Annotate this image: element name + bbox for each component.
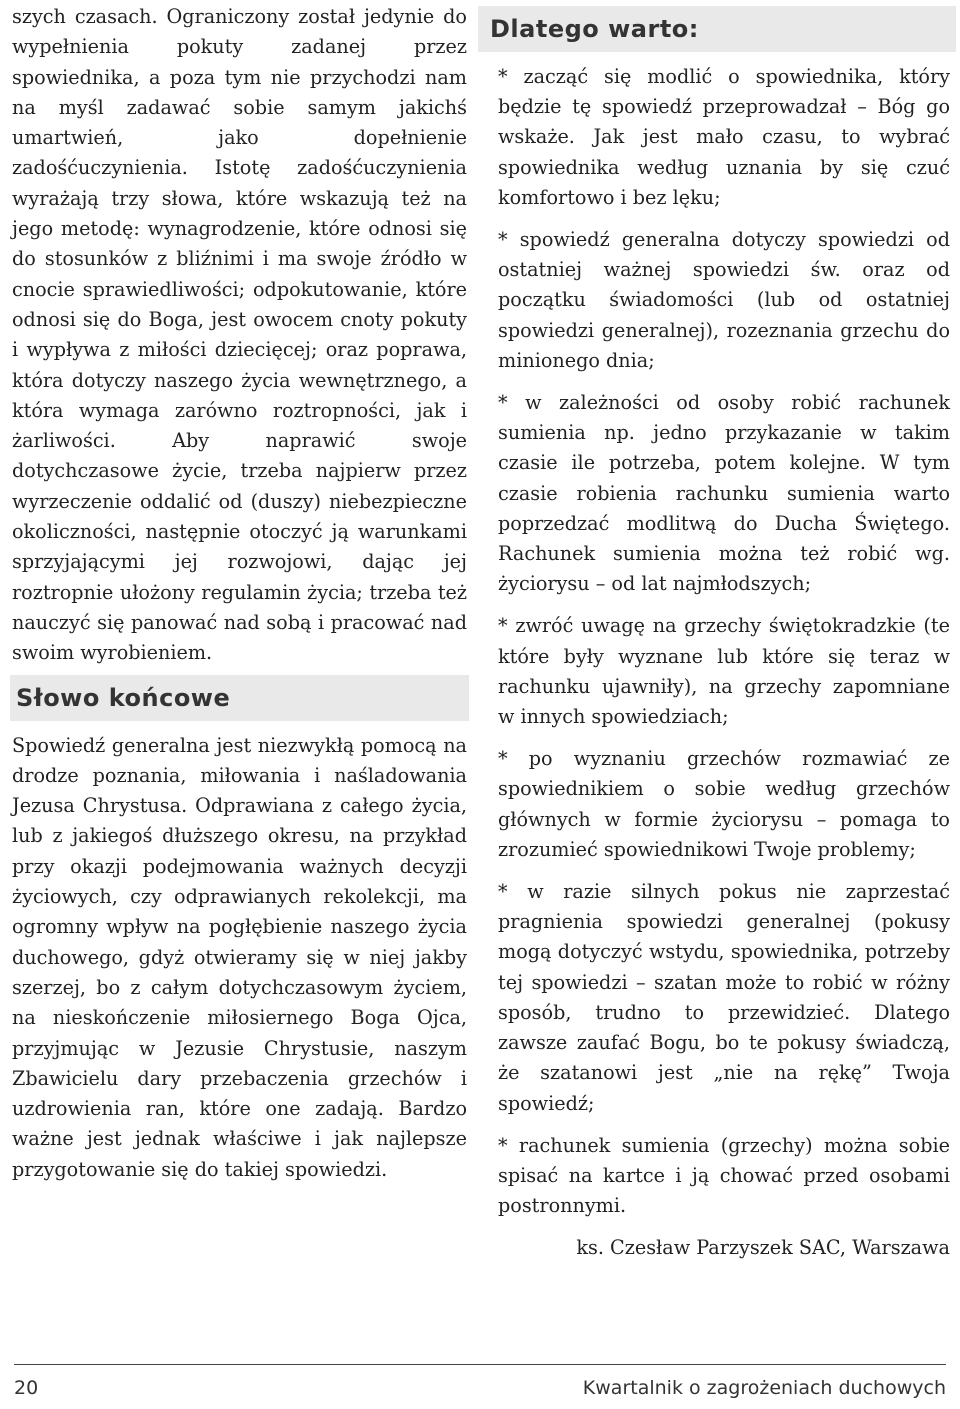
list-item: * spowiedź generalna dotyczy spowiedzi od ostatniej ważnej spowiedzi św. oraz od początku świadomości (lub od ostatniej spowiedzi generalnej), rozeznania grzechu do minionego dnia;	[498, 228, 950, 372]
list-item: * zacząć się modlić o spowiednika, który będzie tę spowiedź przeprowadzał – Bóg go wskaże. Jak jest mało czasu, to wybrać spowiednika według uznania by się czuć komfortowo i bez lęku;	[498, 65, 950, 209]
list-item: * w razie silnych pokus nie zaprzestać pragnienia spowiedzi generalnej (pokusy mogą dotyczyć wstydu, spowiednika, potrzeby tej spowiedzi – szatan może to robić w różny sposób, trudno to przewidzieć. Dlatego zawsze zaufać Bogu, bo te pokusy świadczą, że szatanowi jest „nie na rękę” Twoja spowiedź;	[498, 880, 950, 1115]
closing-paragraph: Spowiedź generalna jest niezwykłą pomocą na drodze poznania, miłowania i naśladowania Jezusa Chrystusa. Odprawiana z całego życia, lub z jakiegoś dłuższego okresu, na przykład przy okazji podejmowania ważnych decyzji życiowych, czy odprawianych rekolekcji, ma ogromny wpływ na pogłębienie naszego życia duchowego, gdyż otwieramy się w niej jakby szerzej, bo z całym dotychczasowym życiem, na nieskończenie miłosiernego Boga Ojca, przyjmując w Jezusie Chrystusie, naszym Zbawicielu dary przebaczenia grzechów i uzdrowienia ran, które one zadają. Bardzo ważne jest jednak właściwe i jak najlepsze przygotowanie się do takiej spowiedzi.	[12, 733, 467, 1181]
section-title-therefore: Dlatego warto:	[478, 6, 956, 52]
left-column	[12, 2, 467, 1185]
magazine-title: Kwartalnik o zagrożeniach duchowych	[582, 1377, 946, 1399]
list-item: * po wyznaniu grzechów rozmawiać ze spowiednikiem o sobie według grzechów głównych w formie życiorysu – pomaga to zrozumieć spowiednikowi Twoje problemy;	[498, 747, 950, 861]
section-title-closing-word: Słowo końcowe	[10, 675, 469, 721]
author-signature: ks. Czesław Parzyszek SAC, Warszawa	[576, 1236, 950, 1260]
page-number: 20	[14, 1377, 39, 1399]
right-column	[484, 2, 950, 1263]
list-item: * rachunek sumienia (grzechy) można sobie spisać na kartce i ją chować przed osobami postronnymi.	[498, 1133, 950, 1218]
intro-paragraph: szych czasach. Ograniczony został jedynie do wypełnienia pokuty zadanej przez spowiednika, a poza tym nie przychodzi nam na myśl zadawać sobie samym jakichś umartwień, jako dopełnienie zadośćuczynienia. Istotę zadośćuczynienia wyrażają trzy słowa, które wskazują też na jego metodę: wynagrodzenie, które odnosi się do stosunków z bliźnimi i ma swoje źródło w cnocie sprawiedliwości; odpokutowanie, które odnosi się do Boga, jest owocem cnoty pokuty i wypływa z miłości dziecięcej; oraz poprawa, która dotyczy naszego życia wewnętrznego, a która wymaga zarówno roztropności, jak i żarliwości. Aby naprawić swoje dotychczasowe życie, trzeba najpierw przez wyrzeczenie oddalić od (duszy) niebezpieczne okoliczności, następnie otoczyć ją warunkami sprzyjającymi jej rozwojowi, dając jej roztropnie ułożony regulamin życia; trzeba też nauczyć się panować nad sobą i pracować nad swoim wyrobieniem.	[12, 5, 467, 665]
list-item: * zwróć uwagę na grzechy świętokradzkie (te które były wyznane lub które się teraz w rachunku ujawniły), na grzechy zapomniane w innych spowiedziach;	[498, 614, 950, 729]
footer-divider	[14, 1364, 946, 1365]
list-item: * w zależności od osoby robić rachunek sumienia np. jedno przykazanie w takim czasie ile potrzeba, potem kolejne. W tym czasie robienia rachunku sumienia warto poprzedzać modlitwą do Ducha Świętego. Rachunek sumienia można też robić wg. życiorysu – od lat najmłodszych;	[498, 391, 950, 596]
